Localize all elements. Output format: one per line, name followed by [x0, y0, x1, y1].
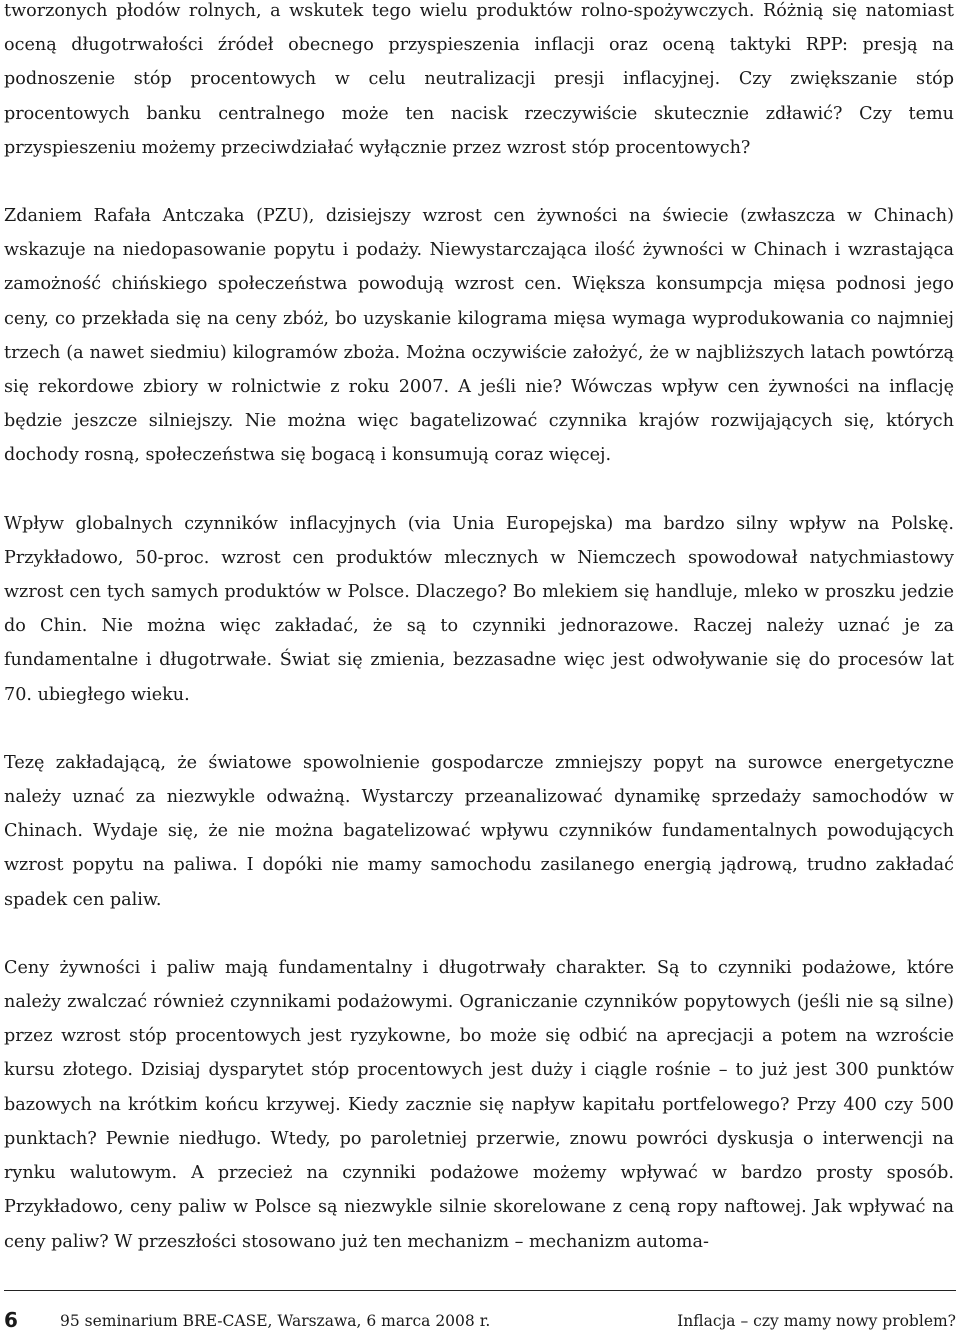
footer-title: Inflacja – czy mamy nowy problem?: [677, 1312, 956, 1330]
page-number: 6: [4, 1308, 18, 1332]
page-footer: [4, 1290, 956, 1335]
paragraph-3: Wpływ globalnych czynników inflacyjnych (via Unia Europejska) ma bardzo silny wpływ na Polskę. Przykładowo, 50-proc. wzrost cen produktów mlecznych w Niemczech spowodował natychmiastowy wzrost cen tych samych produktów w Polsce. Dlaczego? Bo mlekiem się handluje, mleko w proszku jedzie do Chin. Nie można więc zakładać, że są to czynniki jednorazowe. Raczej należy uznać je za fundamentalne i długotrwałe. Świat się zmienia, bezzasadne więc jest odwoływanie się do procesów lat 70. ubiegłego wieku.: [4, 513, 954, 705]
document-body: [4, 0, 954, 1293]
footer-source: 95 seminarium BRE-CASE, Warszawa, 6 marca 2008 r.: [60, 1312, 491, 1330]
paragraph-5: Ceny żywności i paliw mają fundamentalny i długotrwały charakter. Są to czynniki podażowe, które należy zwalczać również czynnikami podażowymi. Ograniczanie czynników popytowych (jeśli nie są silne) przez wzrost stóp procentowych jest ryzykowne, bo może się odbić na aprecjacji a potem na wzroście kursu złotego. Dzisiaj dysparytet stóp procentowych jest duży i ciągle rośnie – to już jest 300 punktów bazowych na krótkim końcu krzywej. Kiedy zacznie się napływ kapitału portfelowego? Przy 400 czy 500 punktach? Pewnie niedługo. Wtedy, po paroletniej przerwie, znowu powróci dyskusja o interwencji na rynku walutowym. A przecież na czynniki podażowe możemy wpływać w bardzo prosty sposób. Przykładowo, ceny paliw w Polsce są niezwykle silnie skorelowane z ceną ropy naftowej. Jak wpływać na ceny paliw? W przeszłości stosowano już ten mechanizm – mechanizm automa-: [4, 957, 954, 1252]
paragraph-4: Tezę zakładającą, że światowe spowolnienie gospodarcze zmniejszy popyt na surowce energetyczne należy uznać za niezwykle odważną. Wystarczy przeanalizować dynamikę sprzedaży samochodów w Chinach. Wydaje się, że nie można bagatelizować wpływu czynników fundamentalnych powodujących wzrost popytu na paliwa. I dopóki nie mamy samochodu zasilanego energią jądrową, trudno zakładać spadek cen paliw.: [4, 752, 954, 910]
paragraph-2: Zdaniem Rafała Antczaka (PZU), dzisiejszy wzrost cen żywności na świecie (zwłaszcza w Chinach) wskazuje na niedopasowanie popytu i podaży. Niewystarczająca ilość żywności w Chinach i wzrastająca zamożność chińskiego społeczeństwa powodują wzrost cen. Większa konsumpcja mięsa podnosi jego ceny, co przekłada się na ceny zbóż, bo uzyskanie kilograma mięsa wymaga wyprodukowania co najmniej trzech (a nawet siedmiu) kilogramów zboża. Można oczywiście założyć, że w najbliższych latach powtórzą się rekordowe zbiory w rolnictwie z roku 2007. A jeśli nie? Wówczas wpływ cen żywności na inflację będzie jeszcze silniejszy. Nie można więc bagatelizować czynnika krajów rozwijających się, których dochody rosną, społeczeństwa się bogacą i konsumują coraz więcej.: [4, 206, 954, 466]
paragraph-1: tworzonych płodów rolnych, a wskutek tego wielu produktów rolno-spożywczych. Różnią się natomiast oceną długotrwałości źródeł obecnego przyspieszenia inflacji oraz oceną taktyki RPP: presją na podnoszenie stóp procentowych w celu neutralizacji presji inflacyjnej. Czy zwiększanie stóp procentowych banku centralnego może ten nacisk rzeczywiście skutecznie zdławić? Czy temu przyspieszeniu możemy przeciwdziałać wyłącznie przez wzrost stóp procentowych?: [4, 1, 954, 158]
